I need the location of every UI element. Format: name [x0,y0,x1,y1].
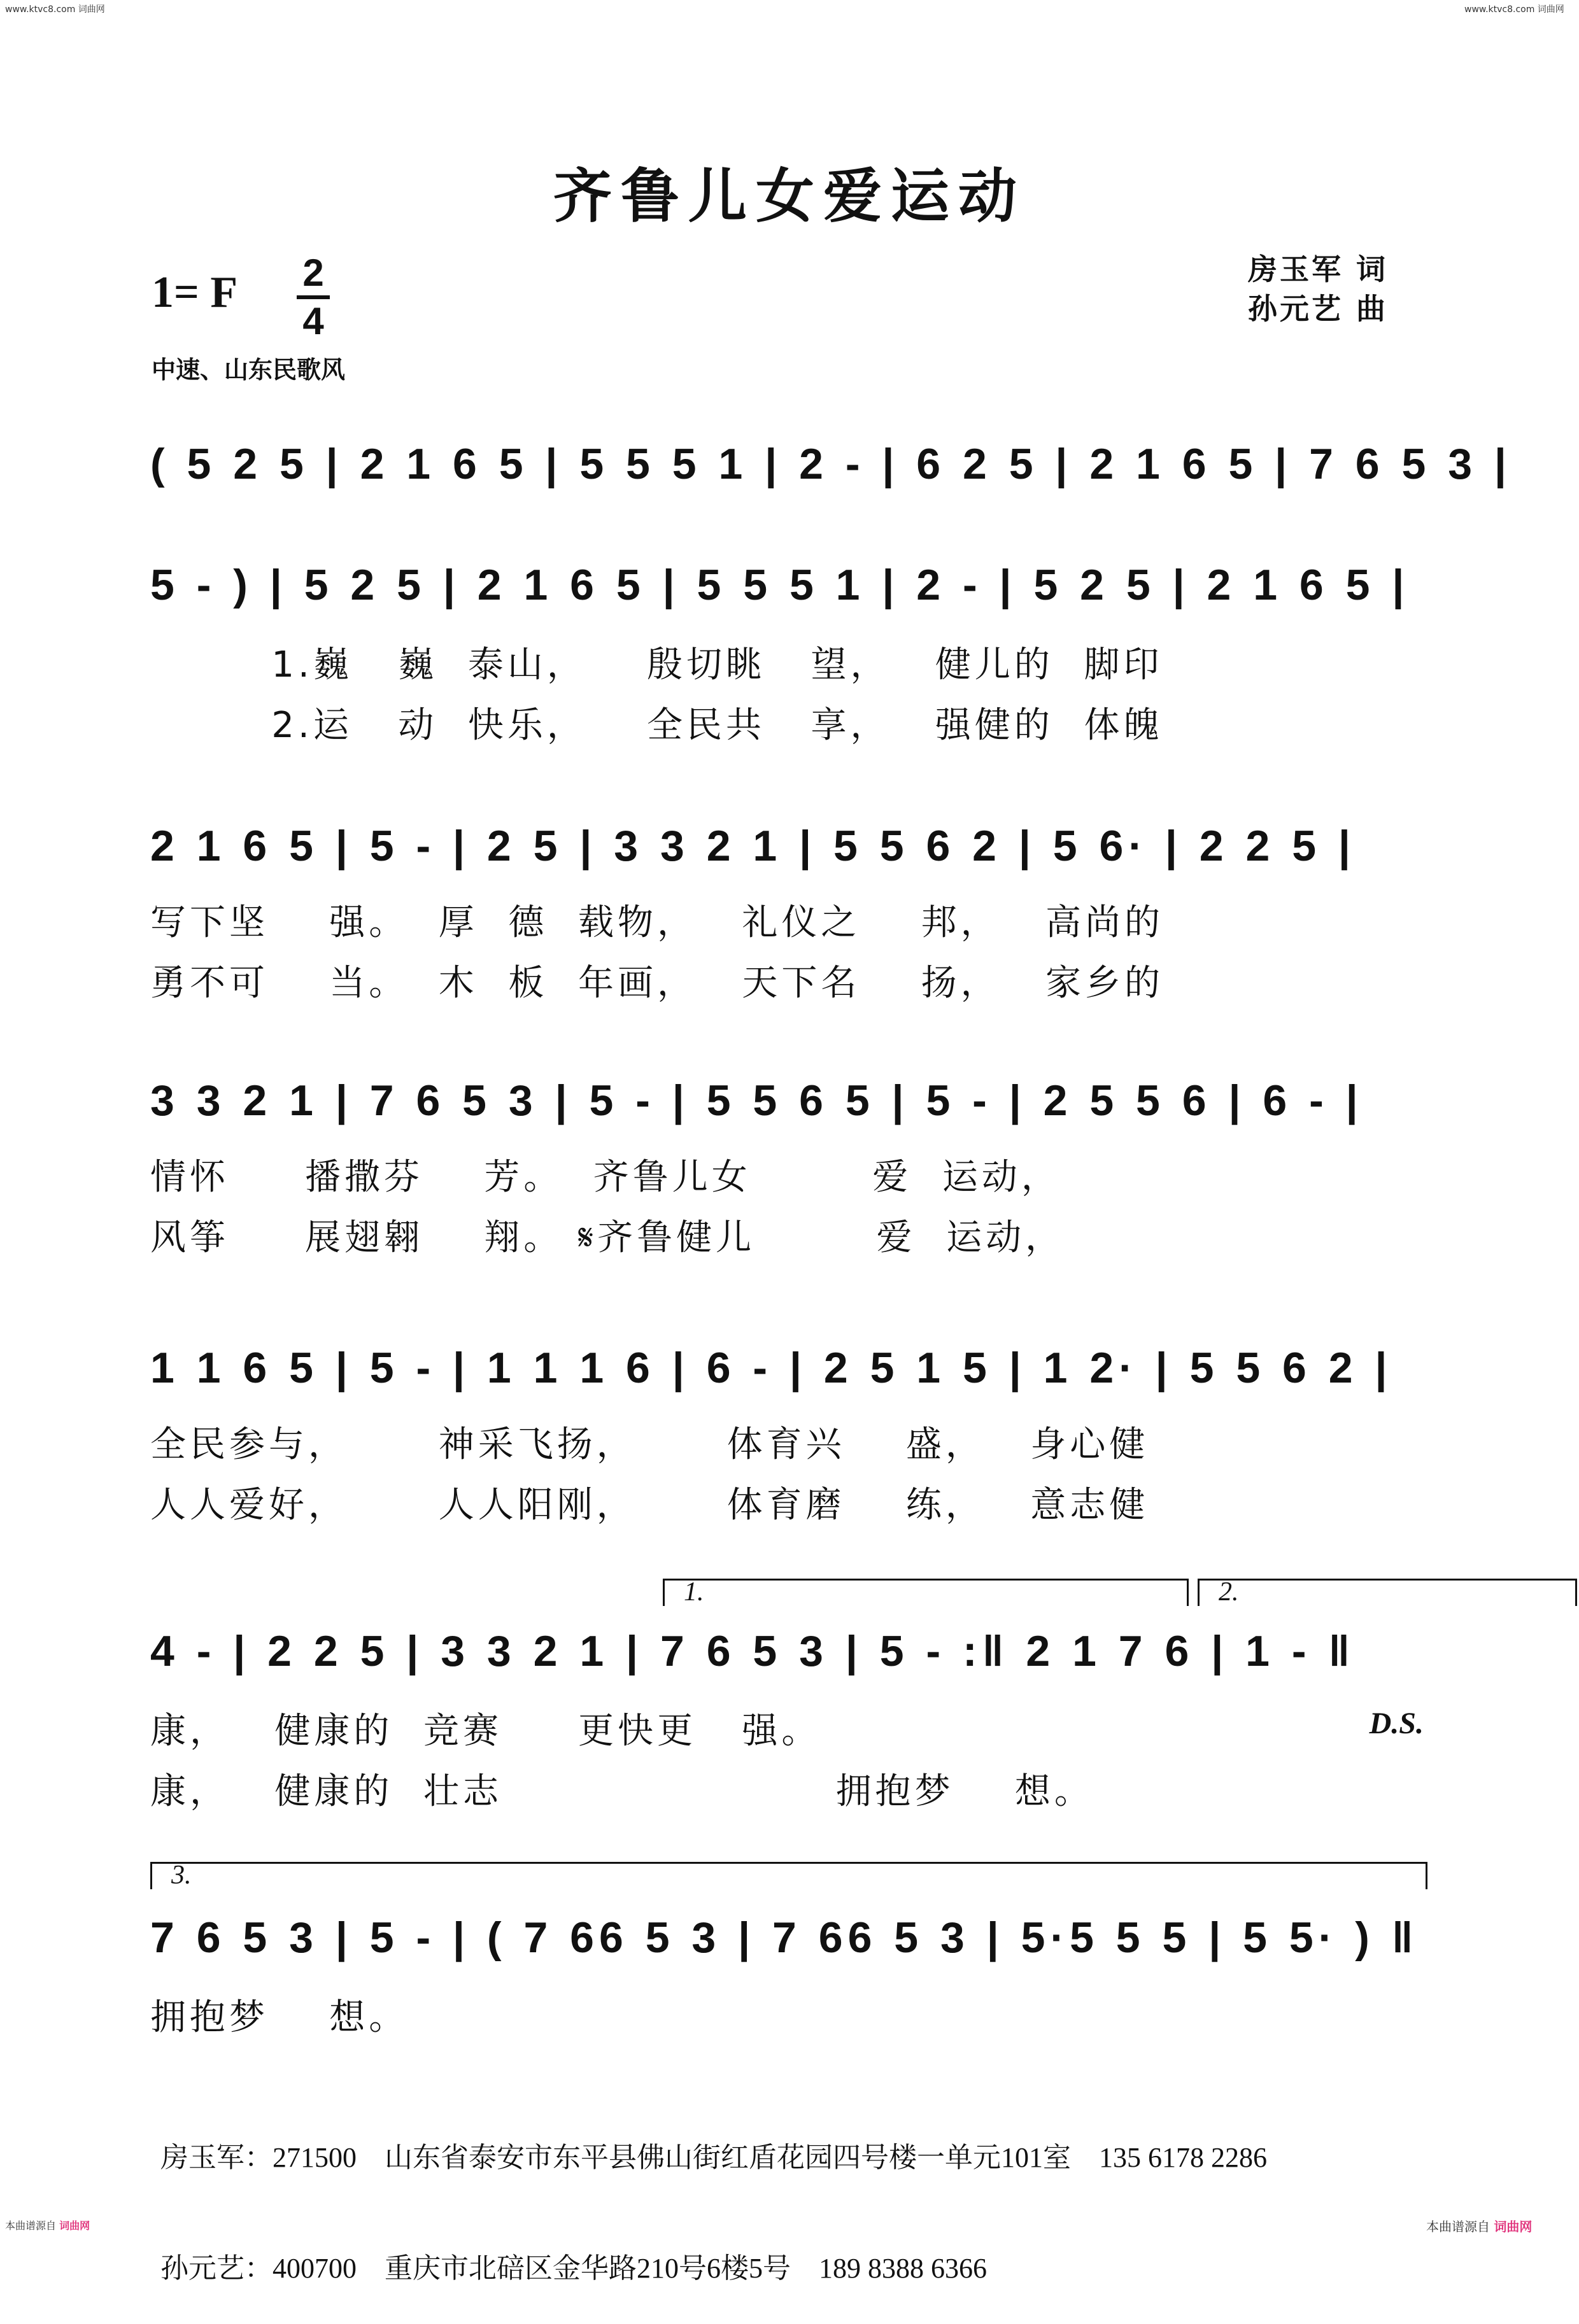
notation-line: ( 5 2 5 | 2 1 6 5 | 5 5 5 1 | 2 - | 6 2 5 | 2 1 6 5 | 7 6 5 3 | [150,440,1512,488]
volta-bracket-1 [663,1579,1189,1606]
lyrics-verse-1: 写下坚 强。 厚 德 载物， 礼仪之 邦， 高尚的 [150,902,1165,943]
dal-segno-marking: D.S. [1369,1707,1424,1740]
contact-footer [160,2066,1267,2324]
key-signature: 1= F [152,268,238,317]
lyrics-verse-2: 勇不可 当。 木 板 年画， 天下名 扬， 家乡的 [150,962,1165,1004]
score-system-1 [150,560,1430,751]
tempo-marking: 中速、山东民歌风 [152,356,346,384]
meter-top: 2 [302,251,324,294]
lyrics-verse-2: 康， 健康的 壮志 拥抱梦 想。 [150,1771,1094,1812]
credits [1248,250,1388,328]
source-note-left-text: 本曲谱源自 [5,2220,57,2232]
site-logo-right[interactable]: 词曲网 [1494,2219,1533,2234]
notation-line: 3 3 2 1 | 7 6 5 3 | 5 - | 5 5 6 5 | 5 - | 2 5 5 6 | 6 - | [150,1076,1363,1125]
notation-line: 4 - | 2 2 5 | 3 3 2 1 | 7 6 5 3 | 5 - :‖ 2 1 7 6 | 1 - ‖ [150,1627,1356,1675]
lyrics-verse-1: 康， 健康的 竞赛 更快更 强。 [150,1710,821,1752]
lyrics-verse-2: 人人爱好， 人人阳刚， 体育磨 练， 意志健 [150,1484,1149,1526]
volta-3-label: 3. [171,1861,192,1890]
lyrics-verse-1: 情怀 播撒芬 芳。 齐鲁儿女 爱 运动， [150,1157,1061,1198]
score-system-3 [150,1076,1430,1267]
score-system-5 [150,1579,1430,1820]
site-watermark-top-right: www.ktvc8.com 词曲网 [1464,4,1564,15]
score-system-intro [150,439,1512,516]
composer-credit: 孙元艺 曲 [1248,292,1389,326]
lyrics-verse-1: 全民参与， 神采飞扬， 体育兴 盛， 身心健 [150,1424,1149,1465]
meter-bottom: 4 [302,300,324,342]
meter-bar [297,295,330,299]
notation-line: 5 - ) | 5 2 5 | 2 1 6 5 | 5 5 5 1 | 2 - | 5 2 5 | 2 1 6 5 | [150,561,1410,609]
lyrics-verse-1: 拥抱梦 想。 [150,1997,409,2038]
volta-1-label: 1. [684,1577,704,1607]
lyricist-contact: 房玉军：271500 山东省泰安市东平县佛山街红盾花园四号楼一单元101室 135 6178 2286 [160,2142,1267,2173]
notation-line: 1 1 6 5 | 5 - | 1 1 1 6 | 6 - | 2 5 1 5 | 1 2· | 5 5 6 2 | [150,1344,1392,1392]
lyrics-verse-1: 1.巍 巍 泰山， 殷切眺 望， 健儿的 脚印 [150,644,1163,686]
score-system-4 [150,1343,1430,1534]
song-title: 齐鲁儿女爱运动 [553,162,1026,230]
score-system-2 [150,821,1430,1012]
volta-2-label: 2. [1219,1577,1239,1607]
lyrics-verse-2: 2.运 动 快乐， 全民共 享， 强健的 体魄 [150,705,1163,746]
source-note-right [1426,2216,1532,2235]
notation-line: 2 1 6 5 | 5 - | 2 5 | 3 3 2 1 | 5 5 6 2 | 5 6· | 2 2 5 | [150,822,1356,870]
volta-bracket-3 [150,1862,1427,1889]
source-note-left [5,2218,90,2232]
time-signature [294,253,332,341]
source-note-right-text: 本曲谱源自 [1426,2219,1490,2234]
site-logo-left[interactable]: 词曲网 [59,2220,90,2232]
volta-bracket-2 [1198,1579,1577,1606]
lyricist-credit: 房玉军 词 [1248,252,1389,286]
notation-line: 7 6 5 3 | 5 - | ( 7 66 5 3 | 7 66 5 3 | 5·5 5 5 | 5 5· ) ‖ [150,1913,1419,1962]
lyrics-verse-2: 风筝 展翅翱 翔。 𝄋齐鲁健儿 爱 运动， [150,1217,1065,1258]
site-watermark-top-left: www.ktvc8.com 词曲网 [5,4,105,15]
composer-contact: 孙元艺：400700 重庆市北碚区金华路210号6楼5号 189 8388 6366 [160,2253,987,2284]
score-system-coda [150,1862,1430,2040]
